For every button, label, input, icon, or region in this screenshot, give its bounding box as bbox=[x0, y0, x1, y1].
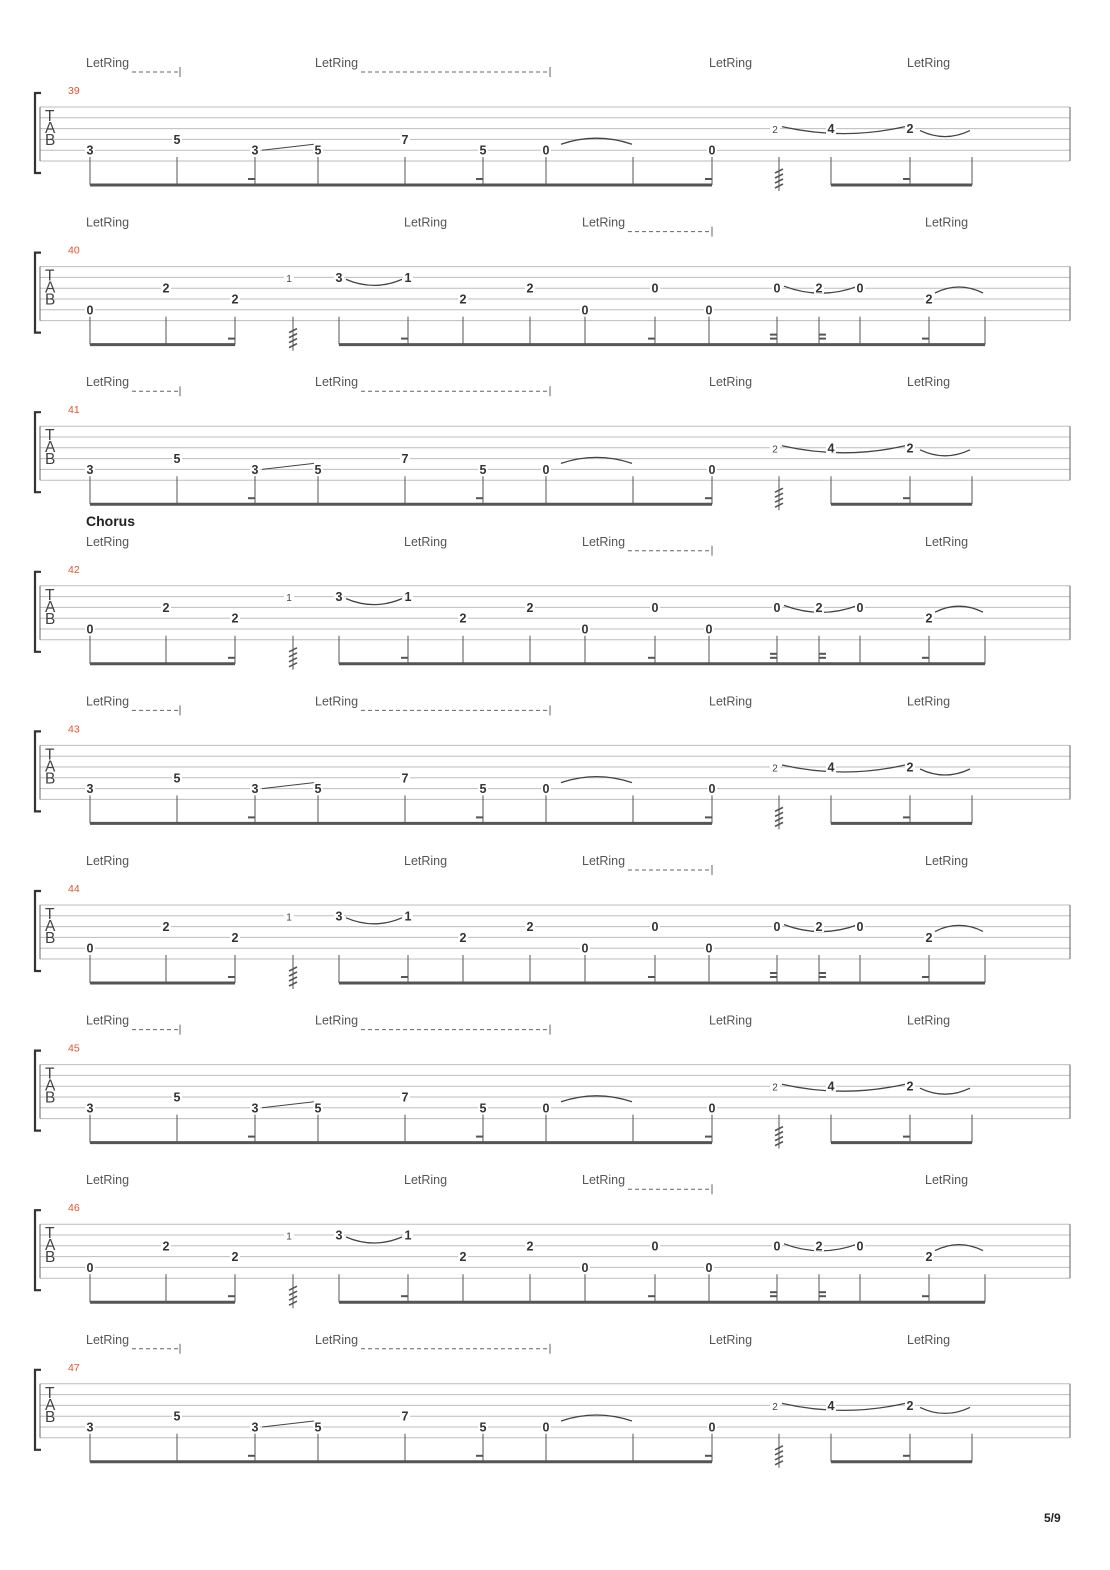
fret-number: 0 bbox=[708, 782, 716, 797]
grace-note-fret: 1 bbox=[286, 273, 292, 285]
fret-number: 5 bbox=[173, 452, 181, 467]
fret-number: 0 bbox=[708, 143, 716, 158]
fret-number: 2 bbox=[815, 920, 823, 935]
fret-number: 2 bbox=[906, 122, 914, 137]
let-ring-label: LetRing bbox=[315, 694, 359, 709]
let-ring-label: LetRing bbox=[86, 215, 130, 230]
let-ring-label: LetRing bbox=[86, 534, 130, 549]
fret-number: 0 bbox=[773, 1239, 781, 1254]
slur bbox=[782, 1403, 905, 1410]
fret-number: 4 bbox=[827, 760, 835, 775]
fret-number: 0 bbox=[708, 462, 716, 477]
fret-number: 3 bbox=[251, 1101, 259, 1116]
fret-number: 2 bbox=[162, 600, 170, 615]
fret-number: 2 bbox=[231, 930, 239, 945]
slide-line bbox=[262, 1421, 314, 1427]
fret-number: 3 bbox=[86, 782, 94, 797]
let-ring-label: LetRing bbox=[315, 56, 359, 70]
grace-note-fret: 1 bbox=[286, 912, 292, 924]
grace-note-fret: 2 bbox=[772, 1082, 778, 1094]
tab-clef-letter: A bbox=[45, 918, 56, 935]
slur bbox=[782, 127, 905, 134]
fret-number: 2 bbox=[459, 1250, 467, 1265]
fret-number: 0 bbox=[86, 622, 94, 637]
fret-number: 0 bbox=[542, 462, 550, 477]
fret-number: 0 bbox=[705, 941, 713, 956]
tab-clef-letter: T bbox=[45, 586, 55, 604]
fret-number: 0 bbox=[705, 1260, 713, 1275]
tab-clef-letter: A bbox=[45, 598, 56, 616]
fret-number: 0 bbox=[581, 1260, 589, 1275]
fret-number: 5 bbox=[314, 1101, 322, 1116]
fret-number: 0 bbox=[856, 600, 864, 615]
tab-system bbox=[35, 1333, 1070, 1468]
tab-clef-letter: T bbox=[45, 427, 55, 445]
let-ring-label: LetRing bbox=[86, 1013, 130, 1028]
tab-clef-letter: A bbox=[45, 439, 56, 457]
fret-number: 0 bbox=[651, 281, 659, 296]
fret-number: 5 bbox=[479, 143, 487, 158]
fret-number: 2 bbox=[459, 292, 467, 307]
let-ring-label: LetRing bbox=[582, 534, 626, 549]
grace-note-fret: 2 bbox=[772, 763, 778, 775]
fret-number: 0 bbox=[856, 1239, 864, 1254]
tie bbox=[920, 1088, 970, 1094]
tie bbox=[346, 918, 402, 924]
tab-clef-letter: B bbox=[45, 610, 56, 628]
fret-number: 0 bbox=[773, 600, 781, 615]
fret-number: 2 bbox=[459, 611, 467, 626]
fret-number: 2 bbox=[906, 441, 914, 456]
tab-clef-letter: T bbox=[45, 746, 55, 764]
fret-number: 2 bbox=[925, 292, 933, 307]
fret-number: 5 bbox=[173, 1090, 181, 1105]
let-ring-label: LetRing bbox=[709, 1332, 753, 1347]
fret-number: 2 bbox=[526, 1239, 534, 1254]
fret-number: 5 bbox=[314, 782, 322, 797]
fret-number: 0 bbox=[708, 1101, 716, 1116]
fret-number: 2 bbox=[925, 1250, 933, 1265]
fret-number: 3 bbox=[335, 1228, 343, 1243]
grace-note-fret: 2 bbox=[772, 444, 778, 456]
fret-number: 0 bbox=[651, 1239, 659, 1254]
tab-system bbox=[35, 375, 1070, 510]
fret-number: 2 bbox=[231, 611, 239, 626]
fret-number: 0 bbox=[86, 941, 94, 956]
let-ring-label: LetRing bbox=[315, 1332, 359, 1347]
fret-number: 0 bbox=[86, 1260, 94, 1275]
tie bbox=[920, 1407, 970, 1413]
tie bbox=[920, 769, 970, 775]
measure-number: 43 bbox=[68, 723, 80, 736]
fret-number: 5 bbox=[314, 143, 322, 158]
fret-number: 0 bbox=[705, 303, 713, 318]
fret-number: 2 bbox=[162, 1239, 170, 1254]
fret-number: 2 bbox=[906, 760, 914, 775]
tab-clef-letter: T bbox=[45, 108, 55, 125]
slur bbox=[782, 1084, 905, 1091]
fret-number: 3 bbox=[335, 590, 343, 605]
fret-number: 2 bbox=[925, 930, 933, 945]
tie bbox=[346, 279, 402, 285]
tab-clef-letter: T bbox=[45, 906, 55, 923]
let-ring-label: LetRing bbox=[925, 1173, 969, 1188]
tab-clef-letter: A bbox=[45, 758, 56, 776]
fret-number: 0 bbox=[651, 920, 659, 935]
tab-system bbox=[35, 216, 1070, 351]
fret-number: 3 bbox=[86, 143, 94, 158]
tab-system bbox=[35, 1173, 1070, 1308]
tab-clef-letter: T bbox=[45, 1225, 55, 1243]
tab-clef-letter: B bbox=[45, 930, 56, 947]
let-ring-label: LetRing bbox=[404, 534, 448, 549]
fret-number: 0 bbox=[542, 782, 550, 797]
tab-system bbox=[35, 854, 1070, 989]
fret-number: 2 bbox=[459, 930, 467, 945]
grace-note-fret: 2 bbox=[772, 1401, 778, 1413]
tab-clef-letter: T bbox=[45, 1384, 55, 1402]
tab-clef-letter: A bbox=[45, 279, 56, 297]
fret-number: 5 bbox=[173, 771, 181, 786]
slide-line bbox=[262, 783, 314, 789]
tab-clef-letter: B bbox=[45, 451, 56, 469]
tie bbox=[920, 450, 970, 456]
fret-number: 0 bbox=[856, 281, 864, 296]
grace-note-fret: 2 bbox=[772, 125, 778, 137]
fret-number: 0 bbox=[705, 622, 713, 637]
fret-number: 2 bbox=[162, 281, 170, 296]
let-ring-label: LetRing bbox=[315, 375, 359, 390]
tab-clef-letter: T bbox=[45, 267, 55, 285]
let-ring-label: LetRing bbox=[404, 1173, 448, 1188]
fret-number: 2 bbox=[815, 1239, 823, 1254]
tab-clef-letter: B bbox=[45, 1408, 56, 1426]
measure-number: 45 bbox=[68, 1042, 80, 1055]
let-ring-label: LetRing bbox=[315, 1013, 359, 1028]
tie bbox=[346, 599, 402, 605]
let-ring-label: LetRing bbox=[907, 375, 951, 390]
fret-number: 1 bbox=[404, 590, 412, 605]
fret-number: 0 bbox=[542, 1420, 550, 1435]
fret-number: 5 bbox=[314, 462, 322, 477]
fret-number: 4 bbox=[827, 441, 835, 456]
fret-number: 2 bbox=[162, 920, 170, 935]
tab-clef-letter: A bbox=[45, 1396, 56, 1414]
fret-number: 4 bbox=[827, 122, 835, 137]
fret-number: 5 bbox=[479, 1420, 487, 1435]
fret-number: 3 bbox=[251, 1420, 259, 1435]
let-ring-label: LetRing bbox=[709, 56, 753, 70]
fret-number: 0 bbox=[651, 600, 659, 615]
page-number: 5/9 bbox=[1044, 1511, 1061, 1525]
slur bbox=[782, 765, 905, 772]
let-ring-label: LetRing bbox=[709, 1013, 753, 1028]
fret-number: 3 bbox=[335, 270, 343, 285]
measure-number: 46 bbox=[68, 1202, 80, 1215]
fret-number: 2 bbox=[231, 1250, 239, 1265]
measure-number: 39 bbox=[68, 85, 80, 97]
grace-note-fret: 1 bbox=[286, 1231, 292, 1243]
fret-number: 3 bbox=[335, 909, 343, 924]
tab-clef-letter: B bbox=[45, 132, 56, 149]
let-ring-label: LetRing bbox=[582, 215, 626, 230]
fret-number: 3 bbox=[251, 143, 259, 158]
let-ring-label: LetRing bbox=[925, 534, 969, 549]
slide-line bbox=[262, 144, 314, 150]
fret-number: 3 bbox=[86, 1420, 94, 1435]
tab-clef-letter: A bbox=[45, 1237, 56, 1255]
fret-number: 0 bbox=[708, 1420, 716, 1435]
fret-number: 3 bbox=[251, 782, 259, 797]
let-ring-label: LetRing bbox=[404, 215, 448, 230]
tab-clef-letter: B bbox=[45, 1089, 56, 1107]
tab-system bbox=[35, 1014, 1070, 1149]
fret-number: 1 bbox=[404, 270, 412, 285]
fret-number: 2 bbox=[815, 281, 823, 296]
fret-number: 5 bbox=[479, 462, 487, 477]
let-ring-label: LetRing bbox=[86, 1173, 130, 1188]
fret-number: 5 bbox=[173, 1409, 181, 1424]
measure-number: 41 bbox=[68, 404, 80, 417]
fret-number: 3 bbox=[86, 462, 94, 477]
fret-number: 0 bbox=[773, 920, 781, 935]
slide-line bbox=[262, 1102, 314, 1108]
let-ring-label: LetRing bbox=[86, 56, 130, 70]
slide-line bbox=[262, 463, 314, 469]
tie bbox=[920, 131, 970, 137]
fret-number: 7 bbox=[401, 132, 409, 147]
fret-number: 2 bbox=[526, 920, 534, 935]
measure-number: 40 bbox=[68, 244, 80, 257]
fret-number: 2 bbox=[925, 611, 933, 626]
let-ring-label: LetRing bbox=[925, 854, 969, 868]
let-ring-label: LetRing bbox=[86, 854, 130, 868]
fret-number: 2 bbox=[526, 600, 534, 615]
fret-number: 5 bbox=[314, 1420, 322, 1435]
fret-number: 1 bbox=[404, 1228, 412, 1243]
let-ring-label: LetRing bbox=[907, 56, 951, 70]
fret-number: 1 bbox=[404, 909, 412, 924]
fret-number: 2 bbox=[815, 600, 823, 615]
fret-number: 2 bbox=[906, 1079, 914, 1094]
slur bbox=[782, 446, 905, 453]
let-ring-label: LetRing bbox=[709, 694, 753, 709]
fret-number: 7 bbox=[401, 771, 409, 786]
let-ring-label: LetRing bbox=[86, 375, 130, 390]
section-label: Chorus bbox=[86, 512, 135, 529]
fret-number: 0 bbox=[856, 920, 864, 935]
tie bbox=[346, 1237, 402, 1243]
let-ring-label: LetRing bbox=[709, 375, 753, 390]
fret-number: 3 bbox=[86, 1101, 94, 1116]
tab-clef-letter: T bbox=[45, 1065, 55, 1083]
fret-number: 2 bbox=[906, 1398, 914, 1413]
tab-clef-letter: B bbox=[45, 770, 56, 788]
let-ring-label: LetRing bbox=[925, 215, 969, 230]
fret-number: 0 bbox=[773, 281, 781, 296]
tab-system bbox=[35, 694, 1070, 829]
tab-clef-letter: B bbox=[45, 1249, 56, 1267]
fret-number: 0 bbox=[581, 303, 589, 318]
let-ring-label: LetRing bbox=[404, 854, 448, 868]
fret-number: 0 bbox=[542, 1101, 550, 1116]
fret-number: 2 bbox=[231, 292, 239, 307]
measure-number: 47 bbox=[68, 1361, 80, 1374]
fret-number: 4 bbox=[827, 1079, 835, 1094]
tab-clef-letter: A bbox=[45, 1077, 56, 1095]
grace-note-fret: 1 bbox=[286, 593, 292, 605]
let-ring-label: LetRing bbox=[86, 1332, 130, 1347]
let-ring-label: LetRing bbox=[907, 1332, 951, 1347]
let-ring-label: LetRing bbox=[582, 1173, 626, 1188]
fret-number: 2 bbox=[526, 281, 534, 296]
fret-number: 0 bbox=[581, 941, 589, 956]
fret-number: 5 bbox=[479, 782, 487, 797]
tab-system bbox=[35, 56, 1070, 191]
let-ring-label: LetRing bbox=[582, 854, 626, 868]
tab-clef-letter: A bbox=[45, 120, 56, 137]
fret-number: 5 bbox=[173, 132, 181, 147]
let-ring-label: LetRing bbox=[86, 694, 130, 709]
fret-number: 7 bbox=[401, 1090, 409, 1105]
fret-number: 0 bbox=[86, 303, 94, 318]
let-ring-label: LetRing bbox=[907, 694, 951, 709]
fret-number: 7 bbox=[401, 452, 409, 467]
tab-clef-letter: B bbox=[45, 291, 56, 309]
let-ring-label: LetRing bbox=[907, 1013, 951, 1028]
fret-number: 4 bbox=[827, 1398, 835, 1413]
fret-number: 7 bbox=[401, 1409, 409, 1424]
fret-number: 5 bbox=[479, 1101, 487, 1116]
fret-number: 0 bbox=[542, 143, 550, 158]
fret-number: 3 bbox=[251, 462, 259, 477]
fret-number: 0 bbox=[581, 622, 589, 637]
measure-number: 42 bbox=[68, 563, 80, 576]
measure-number: 44 bbox=[68, 883, 80, 895]
tab-system bbox=[35, 513, 1070, 670]
